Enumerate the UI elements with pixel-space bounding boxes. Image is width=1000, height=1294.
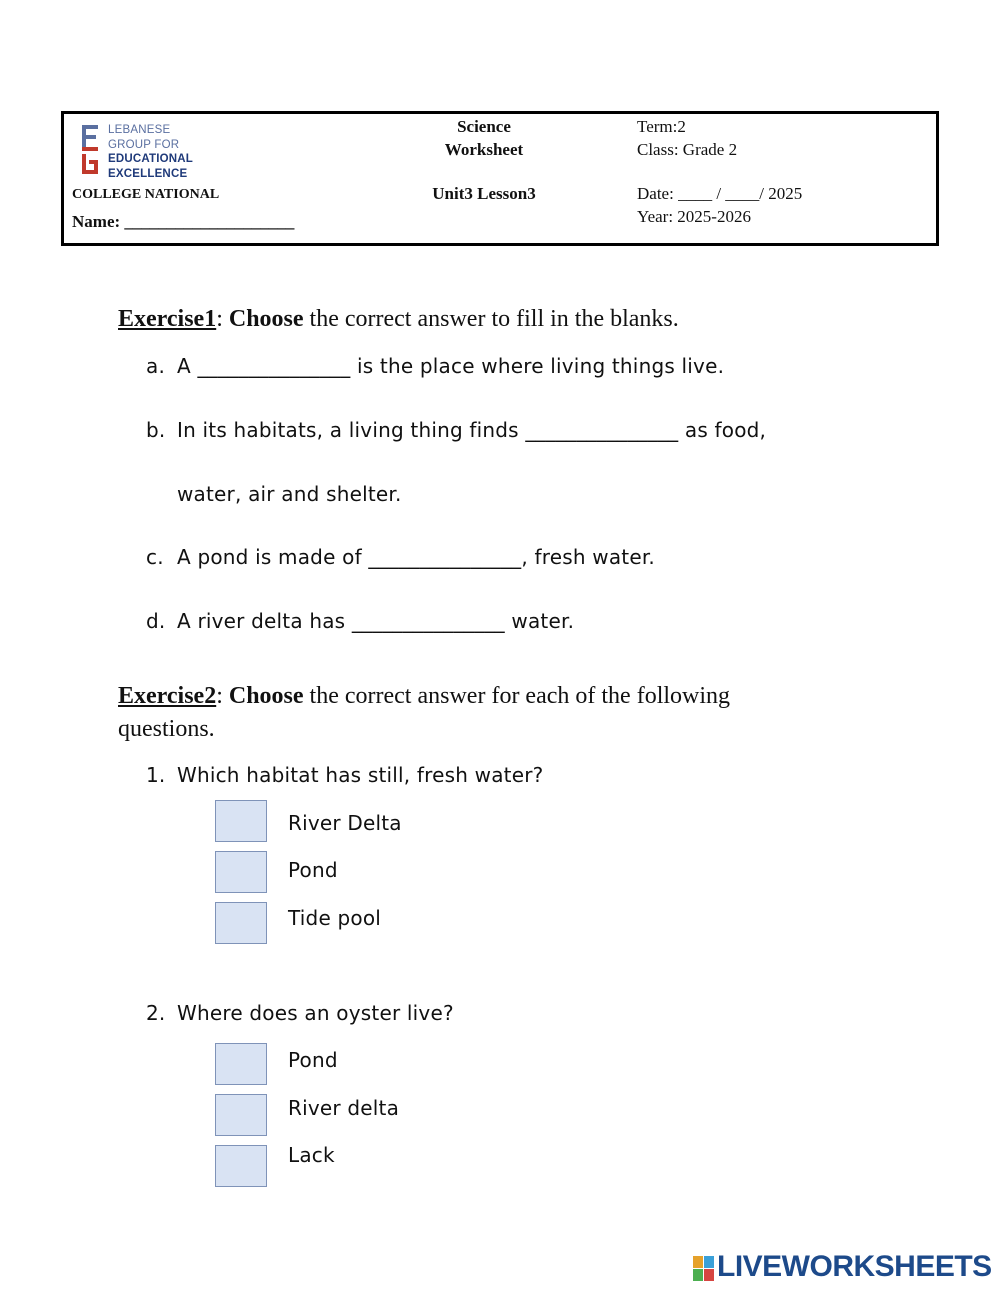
college-name: COLLEGE NATIONAL	[72, 187, 220, 202]
answer-option-label: Tide pool	[288, 906, 382, 930]
item-marker: d.	[146, 609, 166, 633]
exercise1-item-a	[146, 354, 724, 378]
exercise2-instruction: the correct answer for each of the following	[303, 683, 731, 709]
exercise1-item-c	[146, 545, 655, 569]
exercise2-verb: Choose	[228, 683, 304, 709]
term-label: Term:2	[637, 117, 686, 136]
answer-option-label: Pond	[288, 1048, 338, 1072]
exercise2-title	[118, 680, 818, 746]
exercise1-item-d	[146, 609, 574, 633]
question-1	[146, 763, 543, 787]
exercise1-item-b-cont	[146, 482, 402, 506]
fill-blank-sentence[interactable]: A pond is made of _______________, fresh water.	[177, 545, 655, 569]
exercise1-instruction: the correct answer to fill in the blanks.	[303, 306, 679, 332]
exercise1-label: Exercise1	[118, 306, 217, 332]
school-logo	[76, 122, 216, 180]
year-label: Year: 2025-2026	[637, 207, 751, 226]
answer-option-label: River delta	[288, 1096, 400, 1120]
exercise1-title	[118, 303, 818, 336]
liveworksheets-wordmark: LIVEWORKSHEETS	[717, 1250, 992, 1283]
item-marker: a.	[146, 354, 166, 378]
answer-checkbox[interactable]	[215, 800, 267, 842]
answer-checkbox[interactable]	[215, 1043, 267, 1085]
student-name-field[interactable]: Name: ____________________	[72, 212, 295, 231]
fill-blank-sentence[interactable]: In its habitats, a living thing finds _______________ as food,	[177, 418, 767, 442]
exercise1-item-b	[146, 418, 766, 442]
fill-blank-sentence[interactable]: A river delta has _______________ water.	[177, 609, 575, 633]
answer-checkbox[interactable]	[215, 851, 267, 893]
logo-wordmark	[108, 123, 193, 181]
doc-type-title: Worksheet	[444, 140, 524, 159]
exercise2-instruction-cont: questions.	[118, 716, 215, 742]
question-number: 1.	[146, 763, 166, 787]
class-label: Class: Grade 2	[637, 140, 738, 159]
logo-mark-icon	[76, 122, 106, 180]
answer-option-label: Lack	[288, 1143, 335, 1167]
sentence-continuation: water, air and shelter.	[177, 482, 402, 506]
worksheet-header	[61, 111, 939, 246]
question-text: Which habitat has still, fresh water?	[177, 763, 544, 787]
answer-option-label: Pond	[288, 858, 338, 882]
exercise1-sep: :	[216, 306, 229, 332]
answer-checkbox[interactable]	[215, 1094, 267, 1136]
exercise1-verb: Choose	[228, 306, 304, 332]
item-marker: c.	[146, 545, 164, 569]
liveworksheets-logo[interactable]	[693, 1250, 993, 1286]
logo-line: LEBANESE	[108, 124, 171, 136]
question-text: Where does an oyster live?	[177, 1001, 454, 1025]
date-field[interactable]: Date: ____ / ____/ 2025	[637, 184, 803, 203]
question-number: 2.	[146, 1001, 166, 1025]
answer-checkbox[interactable]	[215, 902, 267, 944]
fill-blank-sentence[interactable]: A _______________ is the place where living things live.	[177, 354, 725, 378]
liveworksheets-icon	[693, 1256, 715, 1282]
logo-line: EXCELLENCE	[108, 167, 188, 180]
exercise2-sep: :	[216, 683, 229, 709]
answer-option-label: River Delta	[288, 811, 402, 835]
exercise2-label: Exercise2	[118, 683, 217, 709]
logo-line: GROUP FOR	[108, 138, 180, 151]
answer-checkbox[interactable]	[215, 1145, 267, 1187]
subject-title: Science	[457, 117, 511, 136]
item-marker: b.	[146, 418, 166, 442]
question-2	[146, 1001, 454, 1025]
logo-line: EDUCATIONAL	[108, 153, 194, 165]
unit-lesson-title: Unit3 Lesson3	[432, 184, 536, 203]
